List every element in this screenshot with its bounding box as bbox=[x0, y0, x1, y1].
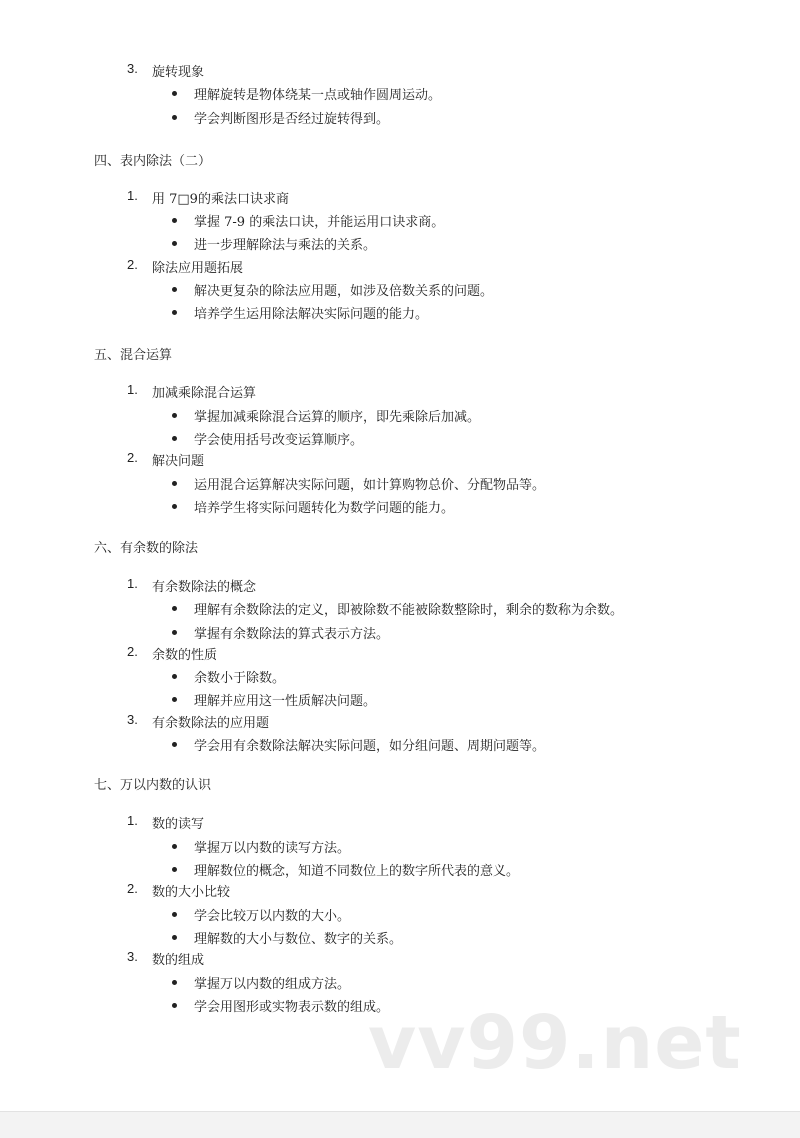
bullet-dot bbox=[172, 287, 177, 292]
item-number: 3. bbox=[127, 712, 138, 727]
item-number: 1. bbox=[127, 382, 138, 397]
bullet-dot bbox=[172, 504, 177, 509]
bullet-text: 学会用有余数除法解决实际问题，如分组问题、周期问题等。 bbox=[194, 739, 546, 754]
item-heading: 有余数除法的概念 bbox=[152, 580, 257, 595]
bullet-text: 理解数的大小与数位、数字的关系。 bbox=[194, 932, 403, 947]
bullet-dot bbox=[172, 436, 177, 441]
bullet-text: 掌握万以内数的组成方法。 bbox=[194, 977, 351, 992]
item-heading: 余数的性质 bbox=[152, 648, 218, 663]
bullet-text: 余数小于除数。 bbox=[194, 671, 286, 686]
item-heading: 解决问题 bbox=[152, 454, 205, 469]
item-heading: 用 7□9的乘法口诀求商 bbox=[152, 192, 289, 207]
item-number: 1. bbox=[127, 813, 138, 828]
bullet-text: 学会判断图形是否经过旋转得到。 bbox=[194, 112, 390, 127]
bullet-text: 解决更复杂的除法应用题，如涉及倍数关系的问题。 bbox=[194, 284, 494, 299]
bullet-dot bbox=[172, 980, 177, 985]
bullet-dot bbox=[172, 697, 177, 702]
bullet-text: 学会比较万以内数的大小。 bbox=[194, 909, 351, 924]
bullet-text: 掌握万以内数的读写方法。 bbox=[194, 841, 351, 856]
bullet-dot bbox=[172, 674, 177, 679]
bullet-dot bbox=[172, 115, 177, 120]
bullet-text: 理解有余数除法的定义，即被除数不能被除数整除时，剩余的数称为余数。 bbox=[194, 603, 624, 618]
bullet-dot bbox=[172, 867, 177, 872]
bullet-text: 进一步理解除法与乘法的关系。 bbox=[194, 238, 377, 253]
item-heading: 数的组成 bbox=[152, 953, 205, 968]
bullet-dot bbox=[172, 218, 177, 223]
section-heading: 五、混合运算 bbox=[94, 348, 173, 363]
bullet-dot bbox=[172, 1003, 177, 1008]
item-number: 3. bbox=[127, 61, 138, 76]
item-number: 1. bbox=[127, 576, 138, 591]
item-heading: 除法应用题拓展 bbox=[152, 261, 244, 276]
item-number: 1. bbox=[127, 188, 138, 203]
bullet-dot bbox=[172, 630, 177, 635]
bullet-text: 理解旋转是物体绕某一点或轴作圆周运动。 bbox=[194, 88, 442, 103]
bullet-dot bbox=[172, 241, 177, 246]
bullet-dot bbox=[172, 310, 177, 315]
bullet-dot bbox=[172, 742, 177, 747]
bullet-text: 运用混合运算解决实际问题，如计算购物总价、分配物品等。 bbox=[194, 478, 546, 493]
bullet-dot bbox=[172, 91, 177, 96]
item-number: 3. bbox=[127, 949, 138, 964]
bottom-scroll-bar[interactable] bbox=[0, 1111, 800, 1138]
watermark: vv99.net bbox=[368, 1000, 742, 1086]
section-heading: 四、表内除法（二） bbox=[94, 154, 212, 169]
bullet-text: 理解并应用这一性质解决问题。 bbox=[194, 694, 377, 709]
bullet-dot bbox=[172, 606, 177, 611]
bullet-text: 培养学生将实际问题转化为数学问题的能力。 bbox=[194, 501, 455, 516]
item-heading: 数的大小比较 bbox=[152, 885, 231, 900]
bullet-dot bbox=[172, 844, 177, 849]
item-number: 2. bbox=[127, 644, 138, 659]
bullet-text: 掌握有余数除法的算式表示方法。 bbox=[194, 627, 390, 642]
bullet-text: 掌握 7-9 的乘法口诀，并能运用口诀求商。 bbox=[194, 215, 445, 230]
section-heading: 六、有余数的除法 bbox=[94, 541, 199, 556]
bullet-dot bbox=[172, 935, 177, 940]
item-number: 2. bbox=[127, 881, 138, 896]
item-heading: 旋转现象 bbox=[152, 65, 205, 80]
bullet-text: 培养学生运用除法解决实际问题的能力。 bbox=[194, 307, 429, 322]
bullet-text: 学会使用括号改变运算顺序。 bbox=[194, 433, 364, 448]
bullet-dot bbox=[172, 413, 177, 418]
item-number: 2. bbox=[127, 450, 138, 465]
bullet-text: 掌握加减乘除混合运算的顺序，即先乘除后加减。 bbox=[194, 410, 481, 425]
bullet-text: 学会用图形或实物表示数的组成。 bbox=[194, 1000, 390, 1015]
item-heading: 数的读写 bbox=[152, 817, 205, 832]
item-number: 2. bbox=[127, 257, 138, 272]
item-heading: 有余数除法的应用题 bbox=[152, 716, 270, 731]
bullet-dot bbox=[172, 481, 177, 486]
bullet-text: 理解数位的概念，知道不同数位上的数字所代表的意义。 bbox=[194, 864, 520, 879]
bullet-dot bbox=[172, 912, 177, 917]
item-heading: 加减乘除混合运算 bbox=[152, 386, 257, 401]
section-heading: 七、万以内数的认识 bbox=[94, 778, 212, 793]
